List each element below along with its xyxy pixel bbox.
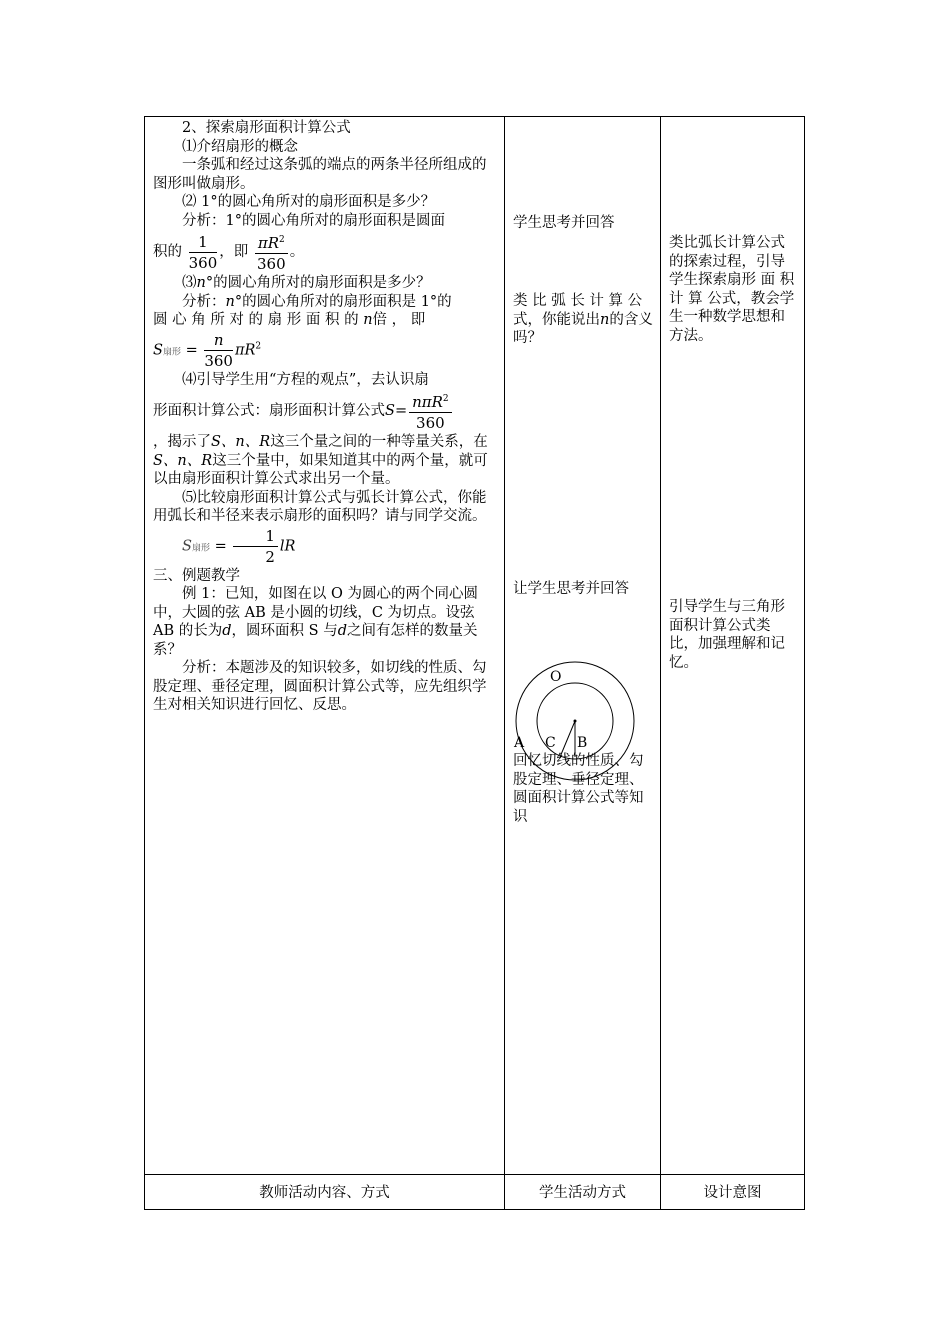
student-activity-1: 学生思考并回答 [513, 215, 615, 231]
item3: ⑶n°的圆心角所对的扇形面积是多少？ [182, 275, 431, 291]
student-activity-2: 类 比 弧 长 计 算 公式，你能说出n的含义吗？ [513, 293, 653, 346]
sector-area-arc-formula: S扇形 = $\frac{1}{2}$ lR [182, 526, 296, 566]
item4-formula: 形面积计算公式：扇形面积计算公式S= $\frac{n\pi R^2}{360}$ [153, 389, 497, 433]
label-o: O [550, 669, 562, 685]
item5: ⑸比较扇形面积计算公式与弧长计算公式，你能用弧长和半径来表示扇形的面积吗？请与同学交流。 [153, 489, 487, 524]
sector-definition: 一条弧和经过这条弧的端点的两条半径所组成的图形叫做扇形。 [153, 157, 487, 192]
footer-student: 学生活动方式 [539, 1185, 626, 1201]
analysis1a: 分析：1°的圆心角所对的扇形面积是圆面 [182, 212, 445, 229]
item4-cont: ，揭示了S、n、R这三个量之间的一种等量关系，在S、n、R这三个量中，如果知道其中的两个量，就可以由扇形面积计算公式求出另一个量。 [153, 434, 488, 487]
fraction-1-360: $\frac{1}{360}$ [188, 232, 218, 272]
label-a: A [514, 735, 525, 751]
example-1: 例 1：已知，如图在以 O 为圆心的两个同心圆中，大圆的弦 AB 是小圆的切线，C 为切点。设弦 AB 的长为d，圆环面积 S 与d之间有怎样的数量关系？ [153, 586, 478, 658]
section3-title: 三、例题教学 [153, 567, 240, 584]
analysis1-formula: 积的 $\frac{1}{360}$ ，即 $\frac{\pi R^2}{360}$ 。 [153, 230, 497, 274]
sector-area-formula: S扇形 = $\frac{n}{360}$ $\pi R^2$ [153, 330, 262, 370]
lesson-table [144, 116, 805, 1210]
label-c: C [545, 735, 556, 751]
footer-teacher: 教师活动内容、方式 [259, 1185, 390, 1201]
footer-design: 设计意图 [703, 1185, 762, 1201]
analysis2-cont: 圆 心 角 所 对 的 扇 形 面 积 的 n倍 ， 即 [153, 312, 426, 328]
example-analysis: 分析：本题涉及的知识较多，如切线的性质、勾股定理、垂径定理，圆面积计算公式等，应先组织学生对相关知识进行回忆、反思。 [153, 660, 487, 713]
center-point [574, 720, 577, 723]
analysis2: 分析：n°的圆心角所对的扇形面积是 1°的 [182, 293, 452, 310]
design-intent-2: 引导学生与三角形面积计算公式类比，加强理解和记忆。 [669, 599, 785, 671]
label-b: B [577, 735, 588, 751]
item1: ⑴介绍扇形的概念 [182, 138, 298, 155]
student-activity-3: 让学生思考并回答 [513, 581, 629, 597]
column-divider-2 [660, 117, 661, 1209]
item2: ⑵ 1°的圆心角所对的扇形面积是多少？ [182, 194, 436, 210]
column-divider-1 [504, 117, 505, 1209]
section2-title: 2、探索扇形面积计算公式 [182, 120, 351, 136]
teacher-content-cell [153, 119, 497, 715]
item4a: ⑷引导学生用“方程的观点”，去认识扇 [182, 371, 429, 388]
fraction-piR2-360: $\frac{\pi R^2}{360}$ [255, 230, 288, 274]
design-intent-1: 类比弧长计算公式的探索过程，引导学生探索扇形 面 积 计 算 公式，教会学生一种数学思想和方法。 [669, 235, 795, 344]
student-activity-4: 回忆切线的性质、勾股定理、垂径定理、圆面积计算公式等知识 [513, 753, 644, 825]
